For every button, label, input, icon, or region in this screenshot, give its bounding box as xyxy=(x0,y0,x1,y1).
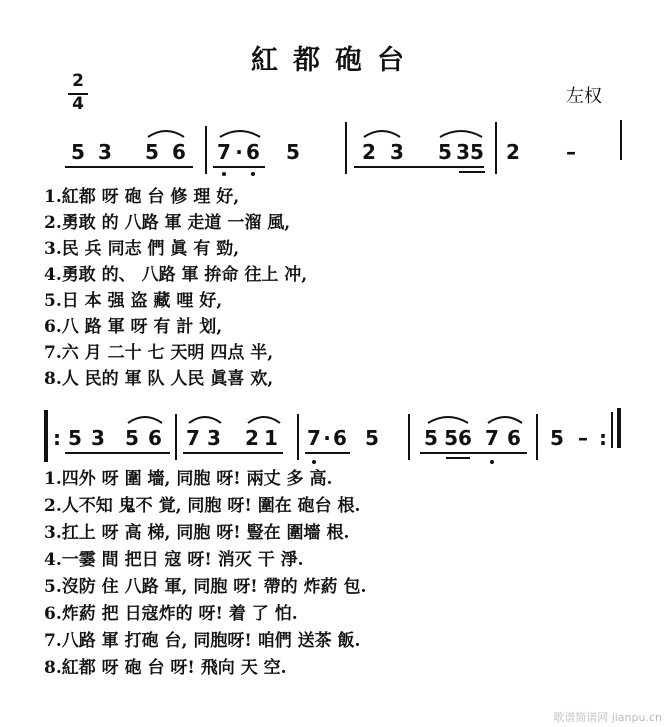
bar-line xyxy=(205,126,207,174)
author-name: 左权 xyxy=(566,86,602,107)
dash-extension: – xyxy=(578,426,588,450)
note: 3 xyxy=(98,140,112,164)
repeat-start-bar xyxy=(44,410,48,462)
verse-line: 1.四外 呀 圍 墻, 同胞 呀! 兩丈 多 高. xyxy=(44,469,333,489)
note: 2 xyxy=(362,140,376,164)
song-title: 紅都砲台 xyxy=(251,45,419,76)
watermark: 歌谱简谱网 jianpu.cn xyxy=(553,711,662,724)
beam-underline xyxy=(305,452,350,454)
note: 5 xyxy=(68,426,82,450)
time-signature-bottom: 4 xyxy=(72,94,84,114)
augmentation-dot: · xyxy=(235,140,243,164)
note: 7 xyxy=(485,426,499,450)
bar-line xyxy=(345,122,347,174)
time-signature-top: 2 xyxy=(72,71,84,91)
repeat-end-bar-thick xyxy=(617,408,621,448)
note: 5 xyxy=(71,140,85,164)
slur xyxy=(438,126,484,138)
beam-underline xyxy=(420,452,527,454)
slur xyxy=(218,126,262,138)
augmentation-dot: · xyxy=(323,426,331,450)
beam-underline xyxy=(65,452,170,454)
bar-line xyxy=(297,414,299,460)
verse-line: 4.勇敢 的、 八路 軍 拚命 往上 冲, xyxy=(44,265,308,285)
slur xyxy=(362,126,402,138)
repeat-dots: : xyxy=(53,426,61,450)
slur xyxy=(187,412,223,424)
repeat-dots: : xyxy=(599,426,607,450)
bar-line xyxy=(536,414,538,460)
note: 35 xyxy=(456,140,484,164)
note: 5 xyxy=(438,140,452,164)
note: 6 xyxy=(172,140,186,164)
verse-line: 8.人 民的 軍 队 人民 眞喜 欢, xyxy=(44,369,274,389)
note: 2 xyxy=(245,426,259,450)
note: 56 xyxy=(444,426,472,450)
bar-line xyxy=(620,120,622,160)
note: 7 xyxy=(307,426,321,450)
beam-underline xyxy=(459,171,485,173)
verse-line: 6.八 路 軍 呀 有 計 划, xyxy=(44,317,223,337)
verse-line: 7.六 月 二十 七 天明 四点 半, xyxy=(44,343,274,363)
note: 5 xyxy=(424,426,438,450)
note: 3 xyxy=(390,140,404,164)
note: 7 xyxy=(186,426,200,450)
note: 7 xyxy=(217,140,231,164)
repeat-end-bar-thin xyxy=(611,412,613,448)
slur xyxy=(486,412,524,424)
verse-line: 5.沒防 住 八路 軍, 同胞 呀! 帶的 炸葯 包. xyxy=(44,577,367,597)
slur xyxy=(126,412,164,424)
note: 5 xyxy=(286,140,300,164)
bar-line xyxy=(408,414,410,460)
dash-extension: – xyxy=(566,140,576,164)
note: 5 xyxy=(125,426,139,450)
note: 6 xyxy=(507,426,521,450)
slur xyxy=(146,126,186,138)
note: 5 xyxy=(145,140,159,164)
verse-line: 6.炸葯 把 日寇炸的 呀! 着 了 怕. xyxy=(44,604,298,624)
note: 3 xyxy=(91,426,105,450)
verse-line: 8.紅都 呀 砲 台 呀! 飛向 天 空. xyxy=(44,658,287,678)
lower-octave-dot xyxy=(251,172,255,176)
verse-line: 5.日 本 强 盗 藏 哩 好, xyxy=(44,291,223,311)
beam-underline xyxy=(213,166,265,168)
bar-line xyxy=(495,122,497,174)
beam-underline xyxy=(354,166,484,168)
verse-line: 7.八路 軍 打砲 台, 同胞呀! 咱們 送茶 飯. xyxy=(44,631,361,651)
bar-line xyxy=(175,414,177,460)
slur xyxy=(426,412,470,424)
beam-underline xyxy=(446,457,470,459)
note: 2 xyxy=(506,140,520,164)
verse-line: 4.一霎 間 把日 寇 呀! 消灭 干 淨. xyxy=(44,550,304,570)
verse-line: 3.民 兵 同志 們 眞 有 勁, xyxy=(44,239,240,259)
note: 5 xyxy=(550,426,564,450)
note: 6 xyxy=(148,426,162,450)
beam-underline xyxy=(65,166,193,168)
lower-octave-dot xyxy=(222,172,226,176)
verse-line: 2.人不知 鬼不 覚, 同胞 呀! 圍在 砲台 根. xyxy=(44,496,361,516)
verse-line: 2.勇敢 的 八路 軍 走道 一溜 風, xyxy=(44,213,291,233)
note: 3 xyxy=(207,426,221,450)
note: 6 xyxy=(333,426,347,450)
slur xyxy=(246,412,282,424)
verse-line: 1.紅都 呀 砲 台 修 理 好, xyxy=(44,187,240,207)
note: 1 xyxy=(264,426,278,450)
beam-underline xyxy=(183,452,283,454)
note: 6 xyxy=(246,140,260,164)
verse-line: 3.扛上 呀 高 梯, 同胞 呀! 豎在 圍墻 根. xyxy=(44,523,350,543)
note: 5 xyxy=(365,426,379,450)
lower-octave-dot xyxy=(490,460,494,464)
